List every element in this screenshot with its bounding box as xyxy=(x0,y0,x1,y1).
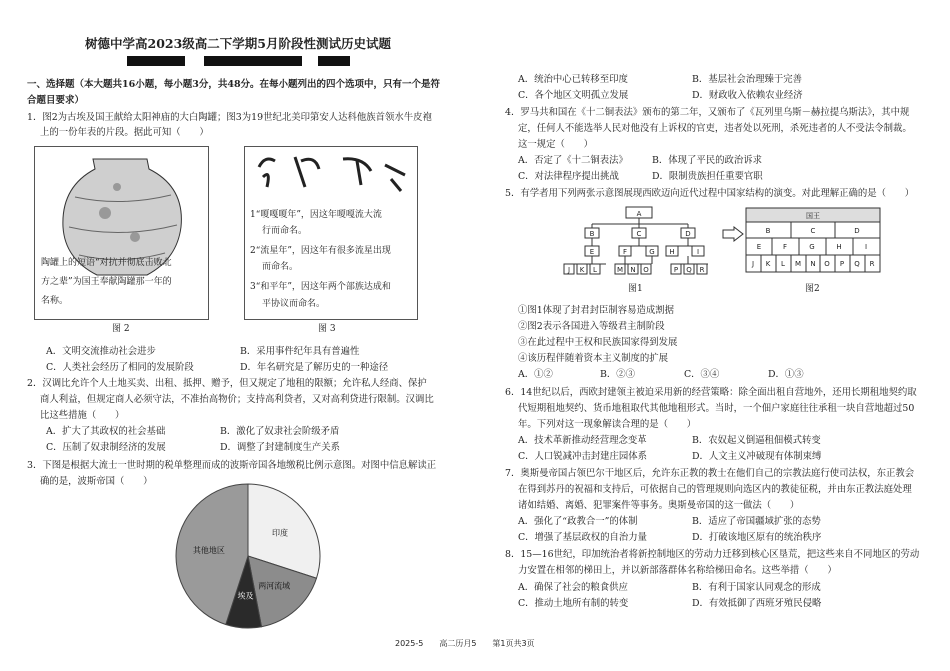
q2-option-d[interactable]: D．调整了封建制度生产关系 xyxy=(220,442,341,453)
q1-stem: 上的一份年表的片段。据此可知（ ） xyxy=(40,127,209,138)
fig2-cell: F xyxy=(782,243,788,251)
fig2-cell: R xyxy=(869,260,875,268)
q4-option-d[interactable]: D．限制贵族担任重要官职 xyxy=(652,171,763,182)
fig2-cell: C xyxy=(810,227,816,235)
q1-option-c[interactable]: C．人类社会经历了相同的发展阶段 xyxy=(46,362,194,373)
figure-caption: 图 3 xyxy=(318,324,336,334)
fig1-node: H xyxy=(669,248,675,256)
q3-option-b[interactable]: B．基层社会治理臻于完善 xyxy=(692,74,803,85)
q2-option-b[interactable]: B．激化了奴隶社会阶级矛盾 xyxy=(220,426,340,437)
fig1-node: A xyxy=(636,210,642,218)
pie-slice-label: 两河流域 xyxy=(258,581,291,591)
fig1-node: C xyxy=(636,230,642,238)
pie-slice-label: 埃及 xyxy=(237,591,254,601)
fig1-tree-diagram xyxy=(560,204,720,278)
q1-option-a[interactable]: A．文明交流推动社会进步 xyxy=(46,346,156,357)
q6-option-d[interactable]: D．人文主义冲破现有体制束缚 xyxy=(692,451,822,462)
q3-stem: 确的是，波斯帝国（ ） xyxy=(40,476,153,487)
q2-option-c[interactable]: C．压制了奴隶制经济的发展 xyxy=(46,442,166,453)
fig2-cell: I xyxy=(864,243,868,251)
q4-stem: 这一规定（ ） xyxy=(518,139,594,150)
q7-option-d[interactable]: D．打破该地区原有的统治秩序 xyxy=(692,532,822,543)
page-title: 树德中学高2023级高二下学期5月阶段性测试历史试题 xyxy=(85,36,391,51)
fig1-node: Q xyxy=(686,266,692,274)
q8-option-d[interactable]: D．有效抵御了西班牙殖民侵略 xyxy=(692,598,822,609)
q6-stem: 年。下列对这一现象解读合理的是（ ） xyxy=(518,419,697,430)
q1-option-d[interactable]: D．年名研究是了解历史的一种途径 xyxy=(240,362,389,373)
q2-stem: 比这些措施（ ） xyxy=(40,410,125,421)
fig2-cell: K xyxy=(765,260,771,268)
fig2-cell: E xyxy=(756,243,762,251)
q6-stem: 6．14世纪以后，西欧封建领主被迫采用新的经营策略：除全面出租自营地外，还用长期租地契约取 xyxy=(505,387,917,398)
q4-option-b[interactable]: B．体现了平民的政治诉求 xyxy=(652,155,763,166)
fig1-node: O xyxy=(643,266,649,274)
q7-option-c[interactable]: C．增强了基层政权的自治力量 xyxy=(518,532,648,543)
fig1-node: J xyxy=(567,266,571,274)
q5-statement: ③在此过程中王权和民族国家得到发展 xyxy=(518,337,678,348)
page-footer: 2025-5 高二历月5 第1页共3页 xyxy=(395,639,535,648)
fig2-cell: J xyxy=(751,260,755,268)
q4-stem: 4．罗马共和国在《十二铜表法》颁布的第二年，又颁布了《瓦列里乌斯－赫拉提乌斯法》，其中规 xyxy=(505,107,910,118)
q3-stem: 3．下图是根据大流士一世时期的税单整理而成的波斯帝国各地缴税比例示意图。对图中信息解读正 xyxy=(27,460,437,471)
fig2-cell: M xyxy=(794,260,802,268)
fig2-table-diagram xyxy=(745,207,881,273)
q3-option-d[interactable]: D．财政收入依赖农业经济 xyxy=(692,90,803,101)
fig2-caption-text: 陶罐上的短语“对抗并彻底击败北 xyxy=(41,258,172,268)
q1-option-b[interactable]: B．采用事件纪年具有普遍性 xyxy=(240,346,360,357)
q8-option-a[interactable]: A．确保了社会的粮食供应 xyxy=(518,582,628,593)
fig1-node: R xyxy=(699,266,705,274)
fig3-item: 行而命名。 xyxy=(262,226,308,236)
arrow-right-icon xyxy=(722,226,744,242)
fig2-cell: H xyxy=(836,243,842,251)
fig3-item: 2“流星年”，因这年有很多流星出现 xyxy=(250,246,391,256)
fig1-node: G xyxy=(649,248,655,256)
redaction-bar xyxy=(318,56,350,66)
fig2-cell: N xyxy=(810,260,816,268)
q7-option-b[interactable]: B．适应了帝国疆域扩张的态势 xyxy=(692,516,821,527)
fig2-caption-text: 名称。 xyxy=(41,296,69,306)
q4-stem: 定，任何人不能选举人民对他没有上诉权的官吏，违者处以死刑，杀死违者的人不受法令制裁。 xyxy=(518,123,912,134)
q2-stem: 商人利益，但规定商人必须守法，不准抬高物价；支持高利贷者，又对高利贷进行限制。汉调比 xyxy=(40,394,434,405)
fig3-item: 平协议而命名。 xyxy=(262,299,326,309)
fig3-item: 3“和平年”，因这年两个部族达成和 xyxy=(250,282,391,292)
fig1-node: L xyxy=(593,266,597,274)
q5-option-a[interactable]: A．①② xyxy=(518,369,553,380)
fig2-cell: D xyxy=(854,227,860,235)
q7-stem: 7．奥斯曼帝国占领巴尔干地区后，允许东正教的教士在他们自己的宗教法庭行使司法权，东正教会 xyxy=(505,468,915,479)
fig1-node: F xyxy=(622,248,628,256)
figure-caption: 图1 xyxy=(628,284,643,294)
pictograph-illustration xyxy=(245,147,417,207)
fig1-node: P xyxy=(673,266,679,274)
q6-option-a[interactable]: A．技术革新推动经营理念变革 xyxy=(518,435,647,446)
fig1-node: N xyxy=(630,266,636,274)
q4-option-a[interactable]: A．否定了《十二铜表法》 xyxy=(518,155,628,166)
figure-caption: 图2 xyxy=(805,284,820,294)
fig2-cell: P xyxy=(839,260,845,268)
tax-pie-chart xyxy=(168,480,328,632)
q2-stem: 2．汉调比允许个人土地买卖、出租、抵押、赠予，但又规定了地租的限额；允许私人经商、保护 xyxy=(27,378,427,389)
q5-statement: ④该历程伴随着资本主义制度的扩展 xyxy=(518,353,669,364)
q7-option-a[interactable]: A．强化了“政教合一”的体制 xyxy=(518,516,638,527)
q6-stem: 代短期租地契约、货币地租取代其他地租形式。当时，一个佃户家庭往往承租一块自营地超过50 xyxy=(518,403,915,414)
fig2-king-label: 国王 xyxy=(806,212,820,220)
q8-stem: 8．15—16世纪，印加统治者将新控制地区的劳动力迁移到核心区垦荒，把这些来自不同地区的劳动 xyxy=(505,549,920,560)
q7-stem: 在得到苏丹的祝福和支持后，可依据自己的管理规则向选区内的教徒征税，并由东正教法庭处理 xyxy=(518,484,912,495)
redaction-bar xyxy=(204,56,302,66)
q2-option-a[interactable]: A．扩大了其政权的社会基础 xyxy=(46,426,166,437)
fig1-node: E xyxy=(589,248,595,256)
section-heading-cont: 合题目要求） xyxy=(27,95,85,106)
q5-statement: ①图1体现了封君封臣制容易造成割据 xyxy=(518,305,674,316)
fig1-node: K xyxy=(579,266,585,274)
q5-option-c[interactable]: C．③④ xyxy=(684,369,720,380)
q7-stem: 诸如结婚、离婚、犯罪案件等事务。奥斯曼帝国的这一做法（ ） xyxy=(518,500,800,511)
fig3-item: 而命名。 xyxy=(262,262,299,272)
fig1-node: M xyxy=(616,266,624,274)
fig1-node: D xyxy=(685,230,691,238)
fig3-item: 1“嗄嘎嗄年”，因这年嗄嘎流大流 xyxy=(250,210,382,220)
q5-option-d[interactable]: D．①③ xyxy=(768,369,804,380)
fig1-node: B xyxy=(589,230,595,238)
q5-option-b[interactable]: B．②③ xyxy=(600,369,636,380)
q5-stem: 5．有学者用下列两张示意图展现西欧迈向近代过程中国家结构的演变。对此理解正确的是（ ） xyxy=(505,188,915,199)
q3-option-c[interactable]: C．各个地区文明孤立发展 xyxy=(518,90,629,101)
q8-option-b[interactable]: B．有利于国家认同观念的形成 xyxy=(692,582,821,593)
fig2-cell: B xyxy=(765,227,771,235)
q6-option-c[interactable]: C．人口锐减冲击封建庄园体系 xyxy=(518,451,648,462)
fig2-cell: L xyxy=(781,260,785,268)
q5-statement: ②图2表示各国进入等级君主制阶段 xyxy=(518,321,665,332)
fig2-cell: G xyxy=(809,243,815,251)
section-heading: 一、选择题（本大题共16小题，每小题3分，共48分。在每小题列出的四个选项中，只有一个是符 xyxy=(27,79,441,90)
q8-option-c[interactable]: C．推动土地所有制的转变 xyxy=(518,598,629,609)
q4-option-c[interactable]: C．对法律程序提出挑战 xyxy=(518,171,619,182)
fig2-cell: O xyxy=(824,260,830,268)
fig2-cell: Q xyxy=(854,260,860,268)
q3-option-a[interactable]: A．统治中心已转移至印度 xyxy=(518,74,628,85)
q1-stem: 1．图2为古埃及国王献给太阳神庙的大白陶罐；图3为19世纪北美印第安人达科他族首领水牛皮袍 xyxy=(27,112,432,123)
pie-slice-label: 印度 xyxy=(272,528,289,538)
q8-stem: 力安置在相邻的梯田上，并以新部落群体名称给梯田命名。这些举措（ ） xyxy=(518,565,837,576)
fig2-caption-text: 方之辈”为国王奉献陶罐那一年的 xyxy=(41,277,172,287)
q6-option-b[interactable]: B．农奴起义倒逼租佃模式转变 xyxy=(692,435,821,446)
fig1-node: I xyxy=(696,248,700,256)
figure-caption: 图 2 xyxy=(112,324,130,334)
pie-slice-label: 其他地区 xyxy=(192,545,225,555)
redaction-bar xyxy=(127,56,185,66)
